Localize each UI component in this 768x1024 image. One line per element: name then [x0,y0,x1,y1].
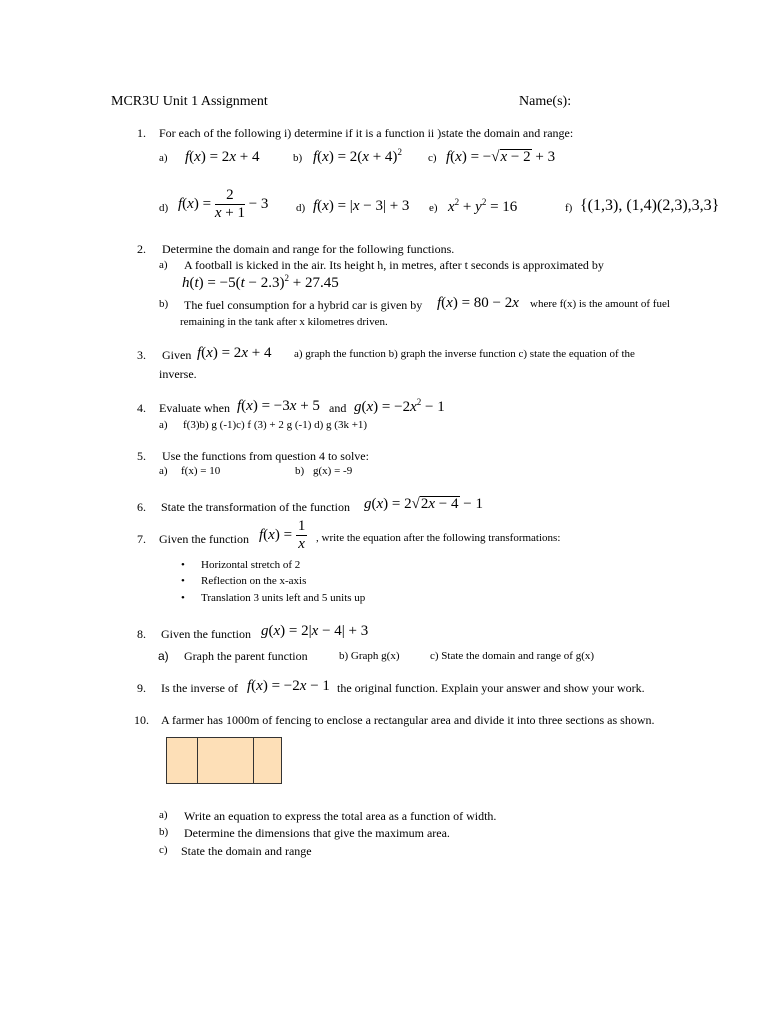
q8-number: 8. [137,627,146,641]
q1-d2-label: d) [296,202,306,214]
q5-b-text: g(x) = -9 [313,465,353,477]
q2-b-equation: f(x) = 80 − 2x [437,295,519,311]
q10-b-text: Determine the dimensions that give the maximum area. [184,826,450,840]
q7-text-post: , write the equation after the following transformations: [316,532,561,544]
fence-diagram [166,737,282,784]
q1-b-label: b) [293,152,303,164]
fence-section-2 [198,738,254,783]
q9-number: 9. [137,681,146,695]
q10-b-label: b) [159,826,169,838]
q9-equation: f(x) = −2x − 1 [247,678,330,694]
q7-text-pre: Given the function [159,532,249,546]
q8-a-label: a) [158,649,169,663]
q1-f-set: {(1,3), (1,4)(2,3),3,3} [580,197,720,214]
names-label: Name(s): [519,94,572,109]
q4-text-and: and [329,401,347,415]
q7-bullet-3: • Translation 3 units left and 5 units up [181,592,366,604]
q8-c-text: c) State the domain and range of g(x) [430,650,595,662]
q2-b-text: The fuel consumption for a hybrid car is given by [184,298,423,312]
q10-c-label: c) [159,844,168,856]
q8-text-pre: Given the function [161,627,251,641]
q4-f-equation: f(x) = −3x + 5 [237,398,320,414]
q1-c-label: c) [428,152,437,164]
q10-a-label: a) [159,809,168,821]
q2-number: 2. [137,242,146,256]
q4-a-label: a) [159,419,168,431]
q7-number: 7. [137,532,146,546]
q1-e-label: e) [429,202,438,214]
q10-number: 10. [134,713,149,727]
q5-b-label: b) [295,465,305,477]
q2-a-equation: $h(t) = -5(t - 2.3)^2 + 27.45$ [182,273,339,291]
q6-text: State the transformation of the function [161,500,350,514]
page-title: MCR3U Unit 1 Assignment [111,94,268,109]
q3-text-line2: inverse. [159,367,197,381]
q1-e-equation: $x^2 + y^2 = 16$ [448,197,518,215]
q10-text: A farmer has 1000m of fencing to enclose a rectangular area and divide it into three sections as shown. [161,713,655,727]
q3-text-pre: Given [162,348,192,362]
q1-d-label: d) [159,202,169,214]
fence-section-3 [254,738,281,783]
q3-number: 3. [137,348,146,362]
q1-a-equation: f(x) = 2x + 4 [185,149,260,165]
q8-a-text: Graph the parent function [184,649,308,663]
q7-bullet-1: • Horizontal stretch of 2 [181,559,301,571]
q2-b-text-post: where f(x) is the amount of fuel [530,298,670,310]
q10-c-text: State the domain and range [181,844,312,858]
q5-number: 5. [137,449,146,463]
q8-b-text: b) Graph g(x) [339,650,400,662]
q1-c-equation: f(x) = −√x − 2 + 3 [446,149,556,165]
q4-a-text: f(3)b) g (-1)c) f (3) + 2 g (-1) d) g (3k +1) [183,419,368,431]
q6-number: 6. [137,500,146,514]
q5-text: Use the functions from question 4 to solve: [162,449,369,463]
q1-text: For each of the following i) determine if it is a function ii )state the domain and range: [159,126,574,140]
q9-text-post: the original function. Explain your answer and show your work. [337,681,645,695]
q4-number: 4. [137,401,146,415]
q1-a-label: a) [159,152,168,164]
q1-b-equation: $f(x) = 2(x + 4)^2$ [313,147,402,165]
q2-b-text-line2: remaining in the tank after x kilometres driven. [180,316,388,328]
q1-f-label: f) [565,202,573,214]
q4-g-equation: $g(x) = -2x^2 - 1$ [354,397,445,415]
q7-equation: f(x) = $\frac{1}{x}$ [259,518,306,552]
q10-a-text: Write an equation to express the total area as a function of width. [184,809,497,823]
q1-number: 1. [137,126,146,140]
q5-a-label: a) [159,465,168,477]
q1-d-equation: f(x) = $\frac{2}{x + 1}$ − 3 [178,187,269,221]
q2-a-text: A football is kicked in the air. Its height h, in metres, after t seconds is approximated by [184,258,604,272]
q2-text: Determine the domain and range for the following functions. [162,242,455,256]
q2-b-label: b) [159,298,169,310]
q8-equation: g(x) = 2|x − 4| + 3 [261,623,369,639]
q9-text-pre: Is the inverse of [161,681,238,695]
q2-a-label: a) [159,259,168,271]
q6-equation: g(x) = 2√2x − 4 − 1 [364,496,483,512]
q4-text-pre: Evaluate when [159,401,230,415]
q7-bullet-2: • Reflection on the x-axis [181,575,307,587]
q3-equation: f(x) = 2x + 4 [197,345,272,361]
q5-a-text: f(x) = 10 [181,465,221,477]
q1-d2-equation: f(x) = |x − 3| + 3 [313,198,410,214]
fence-section-1 [167,738,198,783]
q3-text-post: a) graph the function b) graph the inverse function c) state the equation of the [294,348,635,360]
